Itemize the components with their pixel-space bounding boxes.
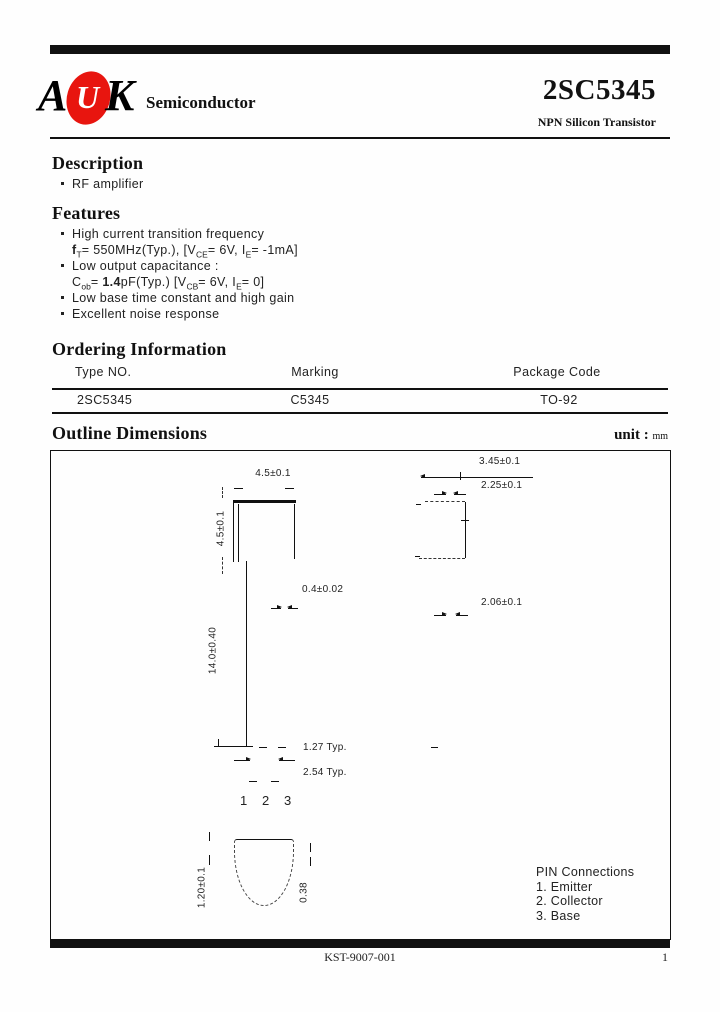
side-body-bottom: [419, 558, 465, 559]
dim-tick: [278, 747, 286, 748]
bullet-dot: [61, 312, 64, 315]
side-body-top: [425, 501, 465, 502]
dim-tick: [431, 747, 438, 748]
part-subtitle: NPN Silicon Transistor: [537, 115, 656, 129]
dim-tick: [460, 472, 461, 480]
dim-label-lead-length: 14.0±0.40: [207, 626, 219, 675]
feature-line: [61, 274, 298, 290]
dim-label-body-depth: 3.45±0.1: [479, 456, 521, 467]
unit-value: mm: [652, 431, 668, 442]
dim-label-body-width: 4.5±0.1: [255, 468, 291, 479]
unit-label-text: unit :: [614, 427, 649, 443]
dim-tick: [222, 487, 223, 498]
cell-package: TO-92: [540, 393, 578, 407]
dim-arrow: [456, 615, 468, 616]
bullet-dot: [61, 296, 64, 299]
pin-connection-item: 1. Emitter: [536, 879, 593, 894]
dim-tick: [234, 488, 243, 489]
description-item-text: RF amplifier: [72, 177, 144, 191]
bullet-dot: [61, 182, 64, 185]
front-body-left-inner: [238, 504, 239, 562]
cell-marking: C5345: [290, 393, 330, 407]
pin-number-3: 3: [284, 793, 292, 808]
feature-line: [61, 306, 298, 322]
description-item: [61, 177, 144, 191]
dim-label-lead-pitch: 1.27 Typ.: [303, 742, 347, 753]
column-header-type: Type NO.: [75, 365, 132, 379]
pin-number-1: 1: [240, 793, 248, 808]
page-number: 1: [662, 950, 668, 964]
feature-text: High current transition frequency: [72, 227, 265, 241]
bullet-dot: [61, 232, 64, 235]
front-body-top: [233, 500, 296, 503]
unit-label: [614, 427, 668, 444]
lead-line: [246, 561, 247, 746]
dim-tick: [416, 504, 421, 505]
dim-tick: [271, 781, 279, 782]
front-body-left-outer: [233, 500, 234, 562]
table-rule: [52, 388, 668, 390]
outline-heading: Outline Dimensions: [52, 423, 208, 443]
front-body-right: [294, 504, 295, 559]
dim-arrow: [288, 608, 298, 609]
dim-tick: [415, 556, 420, 557]
seating-line: [214, 746, 253, 747]
description-heading: Description: [52, 153, 144, 173]
dim-tick: [249, 781, 257, 782]
feature-text: Excellent noise response: [72, 307, 220, 321]
dim-tick: [259, 747, 267, 748]
logo-letter-a: A: [38, 71, 68, 120]
dim-label-body-height: 4.5±0.1: [215, 510, 227, 547]
dim-label-depth-top: 2.25±0.1: [481, 480, 523, 491]
cell-type-no: 2SC5345: [77, 393, 133, 407]
logo-letter-k: K: [105, 71, 135, 120]
pin-number-2: 2: [262, 793, 270, 808]
dim-label-bottom-height: 1.20±0.1: [196, 866, 208, 909]
feature-text: $f_T= 550MHz(Typ.)$, [$V_{CE}= 6V$, $I_E= -1mA$]: [72, 243, 298, 260]
features-heading: Features: [52, 203, 121, 223]
bullet-dot: [61, 264, 64, 267]
dim-tick: [461, 520, 469, 521]
header-rule: [50, 137, 670, 139]
pin-connections-heading: PIN Connections: [536, 865, 635, 879]
feature-line: [61, 290, 298, 306]
feature-line: [61, 258, 298, 274]
pin-connection-item: 3. Base: [536, 908, 581, 923]
feature-text: Low output capacitance :: [72, 259, 219, 273]
dim-tick: [222, 557, 223, 574]
features-list: [61, 226, 298, 322]
dim-arrow: [434, 615, 446, 616]
dim-tick: [310, 857, 311, 866]
table-rule: [52, 412, 668, 414]
dim-label-lead-span: 2.54 Typ.: [303, 767, 347, 778]
dim-tick: [310, 843, 311, 852]
dim-label-bottom-lead: 0.38: [298, 882, 310, 903]
dim-tick: [218, 739, 219, 746]
column-header-package: Package Code: [513, 365, 601, 379]
dim-arrow: [234, 760, 250, 761]
feature-line: [61, 242, 298, 258]
dim-arrow: [434, 494, 446, 495]
brand-name: Semiconductor: [146, 93, 256, 112]
feature-text: Low base time constant and high gain: [72, 291, 295, 305]
dim-tick: [209, 855, 210, 865]
dim-arrow: [271, 608, 281, 609]
doc-number: KST-9007-001: [324, 950, 396, 964]
dim-label-depth-lower: 2.06±0.1: [481, 597, 523, 608]
feature-line: [61, 226, 298, 242]
part-number-title: 2SC5345: [542, 74, 656, 106]
dim-tick: [285, 488, 294, 489]
dim-label-lead-width: 0.4±0.02: [302, 584, 344, 595]
dim-line-depth: [421, 477, 533, 478]
ordering-heading: Ordering Information: [52, 339, 227, 359]
pin-connection-item: 2. Collector: [536, 894, 603, 908]
top-bar: [50, 45, 670, 54]
dim-tick: [209, 832, 210, 841]
logo-letter-u: U: [76, 79, 100, 115]
column-header-marking: Marking: [291, 365, 339, 379]
outline-drawing: [50, 450, 671, 940]
feature-text: $C_{ob}= 1.4pF(Typ.)$ [$V_{CB}= 6V$, $I_E= 0$]: [72, 275, 265, 292]
ordering-table: [52, 362, 668, 414]
dim-arrow: [454, 494, 466, 495]
bottom-view-shape: [234, 839, 294, 906]
dim-arrow: [279, 760, 295, 761]
pin-connections: [536, 865, 634, 923]
side-body-right: [465, 502, 466, 558]
footer-bar: [50, 940, 670, 948]
